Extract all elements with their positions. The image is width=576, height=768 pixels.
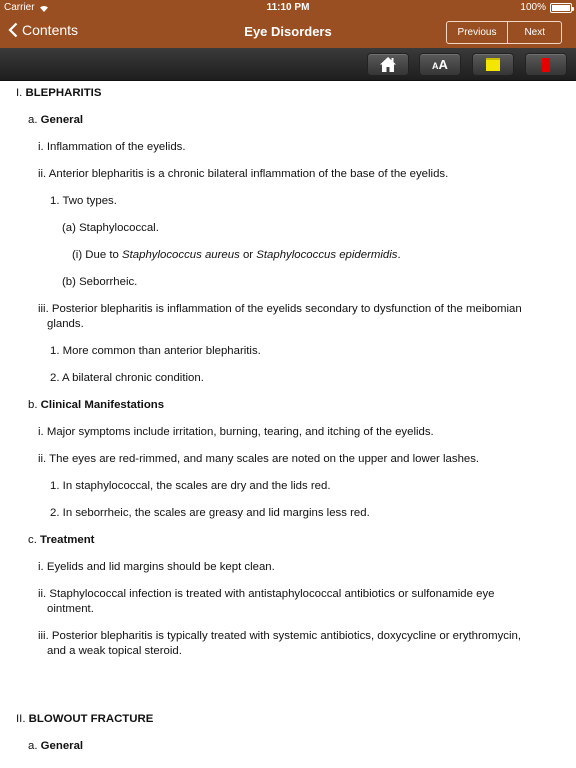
list-item: ii. Anterior blepharitis is a chronic bilateral inflammation of the base of the eyelids. xyxy=(38,168,449,180)
battery-fill xyxy=(552,5,570,11)
home-button[interactable] xyxy=(367,53,409,76)
list-item: (a) Staphylococcal. xyxy=(62,222,159,234)
list-item: (i) Due to Staphylococcus aureus or Staphylococcus epidermidis. xyxy=(72,249,401,261)
text-size-button[interactable] xyxy=(419,53,461,76)
list-item: i. Eyelids and lid margins should be kept clean. xyxy=(38,561,275,573)
list-item: (b) Seborrheic. xyxy=(62,276,138,288)
back-label: Contents xyxy=(22,22,79,38)
page-title: Eye Disorders xyxy=(244,24,332,39)
subheading-general-2: a. General xyxy=(28,740,84,752)
reader-toolbar xyxy=(0,48,576,81)
back-to-contents-button[interactable] xyxy=(8,22,78,38)
navigation-bar xyxy=(0,16,576,48)
list-item-continuation: ointment. xyxy=(47,603,94,615)
list-item: iii. Posterior blepharitis is typically treated with systemic antibiotics, doxycycline or erythromycin, xyxy=(38,630,522,642)
list-item: 1. In staphylococcal, the scales are dry and the lids red. xyxy=(50,480,331,492)
previous-button[interactable]: Previous xyxy=(457,27,497,38)
status-time: 11:10 PM xyxy=(266,2,310,13)
subheading-treatment: c. Treatment xyxy=(28,534,95,546)
battery-icon xyxy=(550,3,572,13)
list-item: 2. In seborrheic, the scales are greasy and lid margins less red. xyxy=(50,507,370,519)
list-item: 1. More common than anterior blepharitis. xyxy=(50,345,261,357)
note-icon xyxy=(486,58,500,71)
list-item: i. Major symptoms include irritation, burning, tearing, and itching of the eyelids. xyxy=(38,426,434,438)
subheading-general: a. General xyxy=(28,114,84,126)
text-size-icon: AA xyxy=(432,56,448,72)
heading-blepharitis: I. BLEPHARITIS xyxy=(16,87,102,99)
list-item: 1. Two types. xyxy=(50,195,117,207)
battery-percent: 100% xyxy=(520,2,546,13)
list-item-continuation: glands. xyxy=(47,318,84,330)
document-content xyxy=(0,82,576,768)
list-item: 2. A bilateral chronic condition. xyxy=(50,372,204,384)
list-item: ii. Staphylococcal infection is treated with antistaphylococcal antibiotics or sulfonamide eye xyxy=(38,588,495,600)
next-button[interactable]: Next xyxy=(507,22,561,43)
note-button[interactable] xyxy=(472,53,514,76)
chevron-left-icon xyxy=(8,22,18,38)
list-item: i. Inflammation of the eyelids. xyxy=(38,141,186,153)
list-item: iii. Posterior blepharitis is inflammation of the eyelids secondary to dysfunction of the meibomian xyxy=(38,303,522,315)
subheading-clinical-manifestations: b. Clinical Manifestations xyxy=(28,399,165,411)
bookmark-icon xyxy=(542,58,550,72)
home-icon xyxy=(379,56,397,73)
status-right xyxy=(520,2,572,13)
heading-blowout-fracture: II. BLOWOUT FRACTURE xyxy=(16,713,154,725)
bookmark-button[interactable] xyxy=(525,53,567,76)
status-bar xyxy=(0,0,576,16)
list-item-continuation: and a weak topical steroid. xyxy=(47,645,182,657)
prev-next-segment xyxy=(446,21,562,44)
list-item: ii. The eyes are red-rimmed, and many scales are noted on the upper and lower lashes. xyxy=(38,453,480,465)
carrier-label: Carrier xyxy=(4,2,35,13)
